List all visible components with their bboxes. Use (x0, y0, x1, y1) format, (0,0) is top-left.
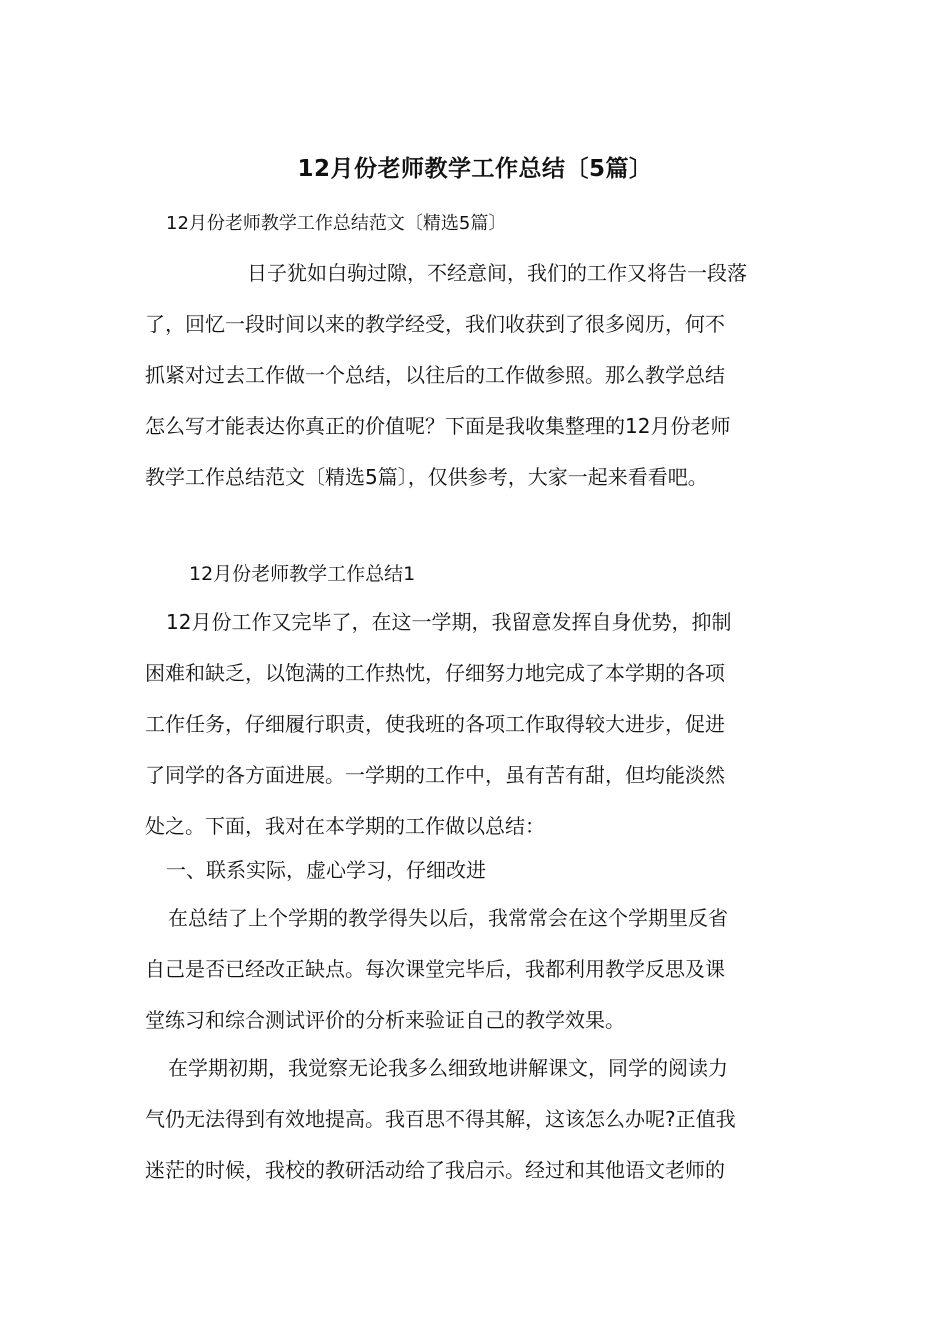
paragraph-line: 了同学的各方面进展。一学期的工作中，虽有苦有甜，但均能淡然 (145, 763, 725, 787)
paragraph-line: 工作任务，仔细履行职责，使我班的各项工作取得较大进步，促进 (145, 712, 725, 736)
intro-line: 日子犹如白驹过隙，不经意间，我们的工作又将告一段落 (247, 261, 747, 285)
intro-line: 了，回忆一段时间以来的教学经受，我们收获到了很多阅历，何不 (145, 312, 725, 336)
intro-line: 抓紧对过去工作做一个总结，以往后的工作做参照。那么教学总结 (145, 363, 725, 387)
section-heading: 12月份老师教学工作总结1 (189, 563, 416, 585)
intro-line: 怎么写才能表达你真正的价值呢？下面是我收集整理的12月份老师 (145, 414, 731, 438)
body-paragraph (145, 1043, 811, 1196)
paragraph-line: 迷茫的时候，我校的教研活动给了我启示。经过和其他语文老师的 (145, 1158, 725, 1182)
point-heading: 一、联系实际，虚心学习，仔细改进 (166, 858, 486, 882)
paragraph-line: 处之。下面，我对在本学期的工作做以总结： (145, 814, 545, 838)
document-subtitle: 12月份老师教学工作总结范文〔精选5篇〕 (166, 213, 507, 234)
paragraph-line: 12月份工作又完毕了，在这一学期，我留意发挥自身优势，抑制 (166, 610, 732, 634)
paragraph-line: 困难和缺乏，以饱满的工作热忱，仔细努力地完成了本学期的各项 (145, 661, 725, 685)
paragraph-line: 在总结了上个学期的教学得失以后，我常常会在这个学期里反省 (168, 906, 728, 930)
page-title: 12月份老师教学工作总结〔5篇〕 (297, 156, 653, 182)
body-paragraph (145, 893, 811, 1046)
intro-paragraph (145, 248, 811, 503)
paragraph-line: 堂练习和综合测试评价的分析来验证自己的教学效果。 (145, 1008, 625, 1032)
paragraph-line: 气仍无法得到有效地提高。我百思不得其解，这该怎么办呢?正值我 (145, 1107, 736, 1131)
paragraph-line: 自己是否已经改正缺点。每次课堂完毕后，我都利用教学反思及课 (145, 957, 725, 981)
paragraph-line: 在学期初期，我觉察无论我多么细致地讲解课文，同学的阅读力 (168, 1056, 728, 1080)
body-paragraph (145, 597, 811, 852)
intro-line: 教学工作总结范文〔精选5篇〕，仅供参考，大家一起来看看吧。 (145, 465, 708, 489)
